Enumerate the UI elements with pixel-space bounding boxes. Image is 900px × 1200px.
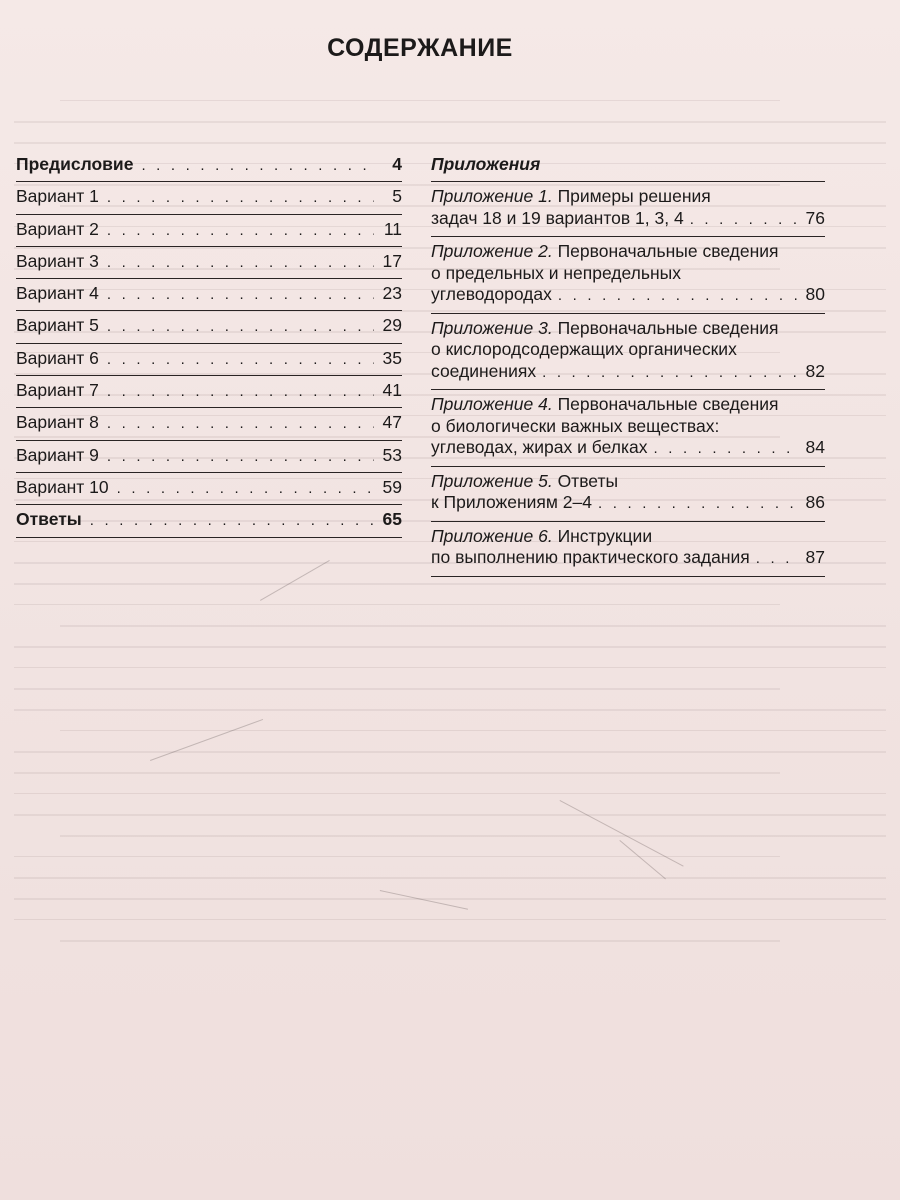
appendix-entry-first-line — [431, 318, 825, 340]
appendix-title-line: о биологически важных веществах: — [431, 415, 720, 436]
dot-leader — [90, 507, 374, 535]
appendix-entry-first-line — [431, 471, 825, 493]
toc-entry-page: 35 — [382, 347, 402, 368]
toc-entry-page: 29 — [382, 315, 402, 336]
toc-entry[interactable] — [16, 150, 402, 180]
toc-entry[interactable] — [16, 344, 402, 374]
toc-entry-label: Вариант 2 — [16, 218, 99, 239]
paper-scratch — [150, 719, 263, 761]
bleed-through-line — [60, 625, 886, 627]
bleed-through-line — [60, 100, 780, 101]
appendix-number: Приложение 2. — [431, 241, 553, 261]
toc-entry-page: 59 — [382, 476, 402, 497]
paper-scratch — [619, 840, 666, 879]
toc-entry-label: Вариант 9 — [16, 444, 99, 465]
appendix-title-line: углеводах, жирах и белках — [431, 437, 648, 457]
bleed-through-line — [14, 751, 886, 753]
dot-leader — [107, 410, 374, 438]
toc-divider — [431, 576, 825, 577]
toc-entry-label: Вариант 1 — [16, 186, 99, 207]
toc-entry[interactable] — [16, 473, 402, 503]
page-title: СОДЕРЖАНИЕ — [327, 34, 513, 62]
bleed-through-line — [14, 772, 780, 774]
toc-entry-label: Вариант 6 — [16, 347, 99, 368]
appendix-entry-first-line — [431, 241, 825, 263]
toc-entry-page: 53 — [382, 444, 402, 465]
paper-scratch — [260, 560, 330, 601]
bleed-through-line — [14, 646, 886, 648]
dot-leader — [117, 475, 374, 503]
bleed-through-line — [60, 835, 886, 837]
appendix-title-line: к Приложениям 2–4 — [431, 492, 592, 512]
bleed-through-line — [14, 688, 780, 690]
toc-entry-label: Вариант 8 — [16, 412, 99, 433]
toc-entry-label: Предисловие — [16, 154, 134, 174]
toc-entry-page: 17 — [382, 250, 402, 271]
dot-leader — [141, 152, 374, 180]
toc-entry-label: Вариант 7 — [16, 380, 99, 401]
appendix-title: Первоначальные сведения — [552, 241, 779, 261]
toc-entry[interactable] — [16, 441, 402, 471]
appendix-title-line: соединениях — [431, 360, 537, 381]
dot-leader — [653, 438, 797, 460]
toc-entry-page: 23 — [382, 283, 402, 304]
appendix-title-line: о кислородсодержащих органических — [431, 339, 737, 359]
bleed-through-line — [14, 142, 886, 144]
bleed-through-line — [14, 898, 886, 900]
bleed-through-line — [14, 814, 886, 816]
toc-entry-page: 5 — [392, 186, 402, 207]
appendix-title: Первоначальные сведения — [552, 317, 779, 338]
bleed-through-line — [14, 709, 886, 711]
appendix-title-line: по выполнению практического задания — [431, 547, 750, 567]
appendix-entry-first-line — [431, 394, 825, 416]
bleed-through-line — [14, 121, 886, 123]
appendix-title: Первоначальные сведения — [552, 394, 779, 414]
bleed-through-line — [14, 877, 886, 879]
appendix-number: Приложение 4. — [431, 394, 553, 414]
dot-leader — [598, 493, 797, 515]
toc-entry[interactable] — [16, 376, 402, 406]
dot-leader — [107, 378, 374, 406]
appendix-page: 76 — [805, 207, 825, 228]
appendix-entry-last-line — [431, 284, 825, 307]
dot-leader — [756, 548, 797, 570]
toc-entry-page: 47 — [382, 412, 402, 433]
toc-right-column — [431, 150, 825, 577]
toc-entry-page: 41 — [382, 380, 402, 401]
appendix-number: Приложение 3. — [431, 317, 553, 338]
toc-entry[interactable] — [16, 311, 402, 341]
bleed-through-line — [14, 793, 886, 794]
bleed-through-line — [14, 919, 886, 920]
toc-entry-page: 11 — [383, 218, 402, 239]
appendix-entry-last-line — [431, 208, 825, 231]
appendix-title: Примеры решения — [552, 186, 711, 206]
toc-entry[interactable] — [16, 505, 402, 535]
appendix-title-line: о предельных и непредельных — [431, 262, 681, 283]
dot-leader — [107, 346, 374, 374]
dot-leader — [107, 281, 374, 309]
appendix-entry[interactable] — [431, 314, 825, 389]
appendix-title-line: углеводородах — [431, 284, 552, 304]
appendix-entry[interactable] — [431, 522, 825, 575]
toc-entry-label: Ответы — [16, 509, 82, 530]
appendices-heading: Приложения — [431, 154, 541, 174]
toc-entry[interactable] — [16, 182, 402, 212]
appendix-number: Приложение 1. — [431, 186, 553, 206]
appendix-entry[interactable] — [431, 390, 825, 465]
appendix-entry-last-line — [431, 437, 825, 460]
appendix-number: Приложение 5. — [431, 470, 553, 491]
dot-leader — [542, 362, 797, 384]
toc-entry-label: Вариант 4 — [16, 283, 99, 304]
appendix-page: 80 — [805, 284, 825, 304]
toc-entry-page: 4 — [392, 154, 402, 174]
appendix-entry-last-line — [431, 361, 825, 384]
toc-entry-label: Вариант 3 — [16, 250, 99, 271]
dot-leader — [107, 249, 374, 277]
dot-leader — [107, 443, 374, 471]
appendix-title-line: задач 18 и 19 вариантов 1, 3, 4 — [431, 207, 684, 228]
appendix-title: Инструкции — [552, 525, 653, 546]
appendix-entry-first-line — [431, 526, 825, 548]
toc-entry[interactable] — [16, 408, 402, 438]
bleed-through-line — [14, 667, 886, 668]
toc-entry-label: Вариант 5 — [16, 315, 99, 336]
toc-entry[interactable] — [16, 279, 402, 309]
toc-entry-page: 65 — [382, 509, 402, 530]
appendix-entry[interactable] — [431, 467, 825, 520]
bleed-through-line — [60, 730, 886, 731]
dot-leader — [107, 217, 374, 245]
bleed-through-line — [14, 583, 886, 585]
appendix-entry[interactable] — [431, 182, 825, 235]
appendix-title: Ответы — [552, 470, 619, 491]
toc-divider — [16, 537, 402, 538]
appendix-number: Приложение 6. — [431, 525, 553, 546]
dot-leader — [690, 209, 797, 231]
bleed-through-line — [14, 604, 780, 605]
appendix-page: 84 — [805, 437, 825, 457]
appendix-page: 87 — [805, 547, 825, 567]
toc-entry-label: Вариант 10 — [16, 476, 109, 497]
dot-leader — [558, 285, 797, 307]
appendix-entry-last-line — [431, 492, 825, 515]
appendix-page: 86 — [805, 492, 825, 512]
dot-leader — [107, 313, 374, 341]
bleed-through-line — [60, 940, 780, 942]
appendix-page: 82 — [805, 360, 825, 381]
appendix-entry[interactable] — [431, 237, 825, 312]
toc-entry[interactable] — [16, 247, 402, 277]
toc-entry[interactable] — [16, 215, 402, 245]
toc-left-column — [16, 150, 402, 538]
appendix-entry-first-line — [431, 186, 825, 208]
dot-leader — [107, 184, 374, 212]
appendix-entry-last-line — [431, 547, 825, 570]
